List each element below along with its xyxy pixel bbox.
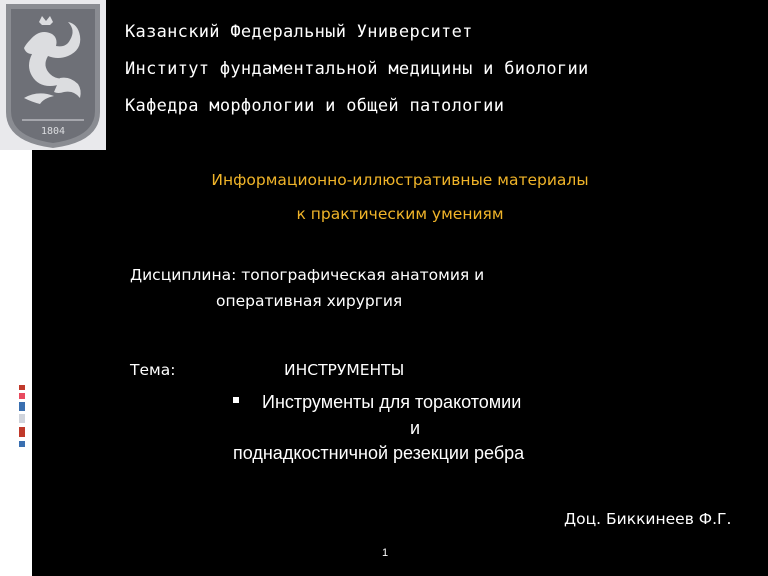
department-name: Кафедра морфологии и общей патологии: [125, 96, 505, 116]
topic-subtitle-line2: и: [410, 418, 421, 438]
university-logo: [0, 0, 106, 150]
topic-label: Тема:: [130, 361, 176, 379]
discipline-line2: оперативная хирургия: [216, 292, 403, 310]
author-name: Доц. Биккинеев Ф.Г.: [564, 510, 732, 528]
topic-value: ИНСТРУМЕНТЫ: [284, 361, 405, 379]
topic-subtitle-line3: поднадкостничной резекции ребра: [233, 443, 525, 463]
slide-title-line1: Информационно-иллюстративные материалы: [211, 171, 589, 189]
kfu-dragon-emblem-icon: [0, 0, 106, 150]
slide-title-line2: к практическим умениям: [296, 205, 504, 223]
university-name: Казанский Федеральный Университет: [125, 22, 473, 42]
decorative-color-markers: [19, 385, 27, 465]
institute-name: Институт фундаментальной медицины и биологии: [125, 59, 589, 79]
page-number: 1: [382, 547, 389, 559]
bullet-icon: [233, 397, 239, 403]
logo-year: 1804: [40, 126, 66, 137]
discipline-line1: Дисциплина: топографическая анатомия и: [130, 266, 485, 284]
topic-subtitle-line1: Инструменты для торакотомии: [262, 392, 522, 412]
